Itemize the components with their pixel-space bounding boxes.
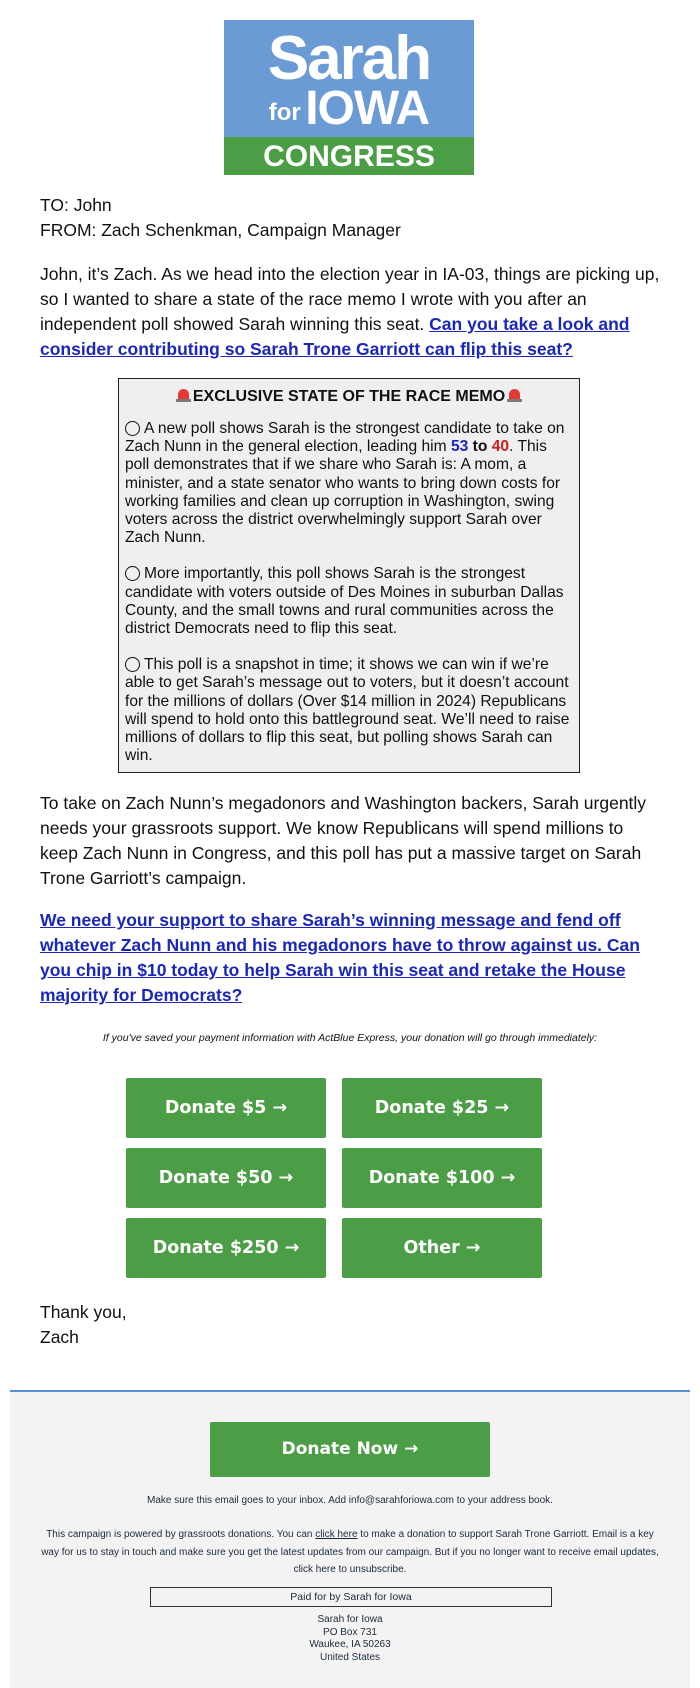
signoff	[40, 1300, 660, 1350]
memo-point-1: A new poll shows Sarah is the strongest candidate to take on Zach Nunn in the general election, leading him 53 to 40. This poll demonstrates that if we share who Sarah is: A mom, a minister, and a state senator who wants to bring down costs for working families and clean up corruption in Washington, swing voters across the district overwhelmingly support Sarah over Zach Nunn.	[125, 420, 565, 547]
mailing-address: Sarah for Iowa PO Box 731 Waukee, IA 50263 United States	[309, 1614, 391, 1663]
email-footer	[10, 1390, 690, 1688]
donate-now-button[interactable]: Donate Now →	[210, 1422, 490, 1477]
intro-text: John, it’s Zach. As we head into the election year in IA-03, things are picking up, so I wanted to share a state of the race memo I wrote with you after an independent poll showed Sarah winning this seat.	[40, 264, 660, 334]
circle-bullet-icon	[125, 657, 140, 672]
donate-5-button[interactable]: Donate $5 →	[126, 1078, 326, 1138]
memo-point-2: More importantly, this poll shows Sarah is the strongest candidate with voters outside of Des Moines in suburban Dallas County, and the small towns and rural communities across the district Democrats need to flip this seat.	[125, 565, 564, 638]
actblue-express-note: If you've saved your payment information with ActBlue Express, your donation will go through immediately:	[102, 1032, 598, 1044]
intro-paragraph	[40, 262, 660, 362]
donate-50-button[interactable]: Donate $50 →	[126, 1148, 326, 1208]
circle-bullet-icon	[125, 421, 140, 436]
from-line: FROM: Zach Schenkman, Campaign Manager	[40, 220, 401, 240]
logo-state: IOWA	[305, 82, 430, 135]
click-here-link[interactable]: click here	[315, 1529, 358, 1540]
signature-name: Zach	[40, 1327, 79, 1347]
chip-in-link[interactable]: We need your support to share Sarah’s winning message and fend off whatever Zach Nunn and his megadonors have to throw against us. Can you chip in $10 today to help Sarah win this seat and retake the House majority for Democrats?	[40, 910, 640, 1005]
inbox-note: Make sure this email goes to your inbox. Add info@sarahforiowa.com to your address book.	[147, 1495, 553, 1506]
campaign-logo	[224, 20, 474, 175]
contribute-link[interactable]: Can you take a look and consider contributing so Sarah Trone Garriott can flip this seat?	[40, 314, 630, 359]
paid-for-disclaimer: Paid for by Sarah for Iowa	[150, 1587, 552, 1607]
cta-paragraph	[40, 908, 660, 1008]
to-line: TO: John	[40, 195, 112, 215]
logo-office: CONGRESS	[224, 137, 474, 175]
race-memo-box	[118, 378, 580, 773]
memo-title-text: EXCLUSIVE STATE OF THE RACE MEMO	[192, 388, 506, 405]
siren-icon	[507, 389, 522, 402]
donate-other-button[interactable]: Other →	[342, 1218, 542, 1278]
grassroots-note: This campaign is powered by grassroots donations. You can click here to make a donation to support Sarah Trone Garriott. Email is a key way for us to stay in touch and make sure you get the latest updates from our campaign. But if you no longer want to receive email updates, click here to unsubscribe.	[41, 1529, 659, 1575]
body-paragraph: To take on Zach Nunn’s megadonors and Washington backers, Sarah urgently needs your grassroots support. We know Republicans will spend millions to keep Zach Nunn in Congress, and this poll has put a massive target on Sarah Trone Garriott’s campaign.	[40, 793, 647, 888]
logo-name: Sarah	[267, 24, 431, 93]
siren-icon	[176, 389, 191, 402]
donate-25-button[interactable]: Donate $25 →	[342, 1078, 542, 1138]
poll-sarah-number: 53	[450, 438, 469, 456]
thanks-line: Thank you,	[40, 1302, 127, 1322]
memo-title	[125, 387, 573, 407]
logo-for: for	[268, 99, 301, 126]
circle-bullet-icon	[125, 566, 140, 581]
donate-250-button[interactable]: Donate $250 →	[126, 1218, 326, 1278]
donate-100-button[interactable]: Donate $100 →	[342, 1148, 542, 1208]
memo-point-3: This poll is a snapshot in time; it shows we can win if we’re able to get Sarah’s message out to voters, but it doesn’t account for the millions of dollars (Over $14 million in 2024) Republicans will spend to hold onto this battleground seat. We’ll need to raise millions of dollars to flip this seat, but polling shows Sarah can win.	[125, 656, 570, 765]
memo-header	[40, 193, 660, 243]
poll-nunn-number: 40	[491, 438, 510, 456]
